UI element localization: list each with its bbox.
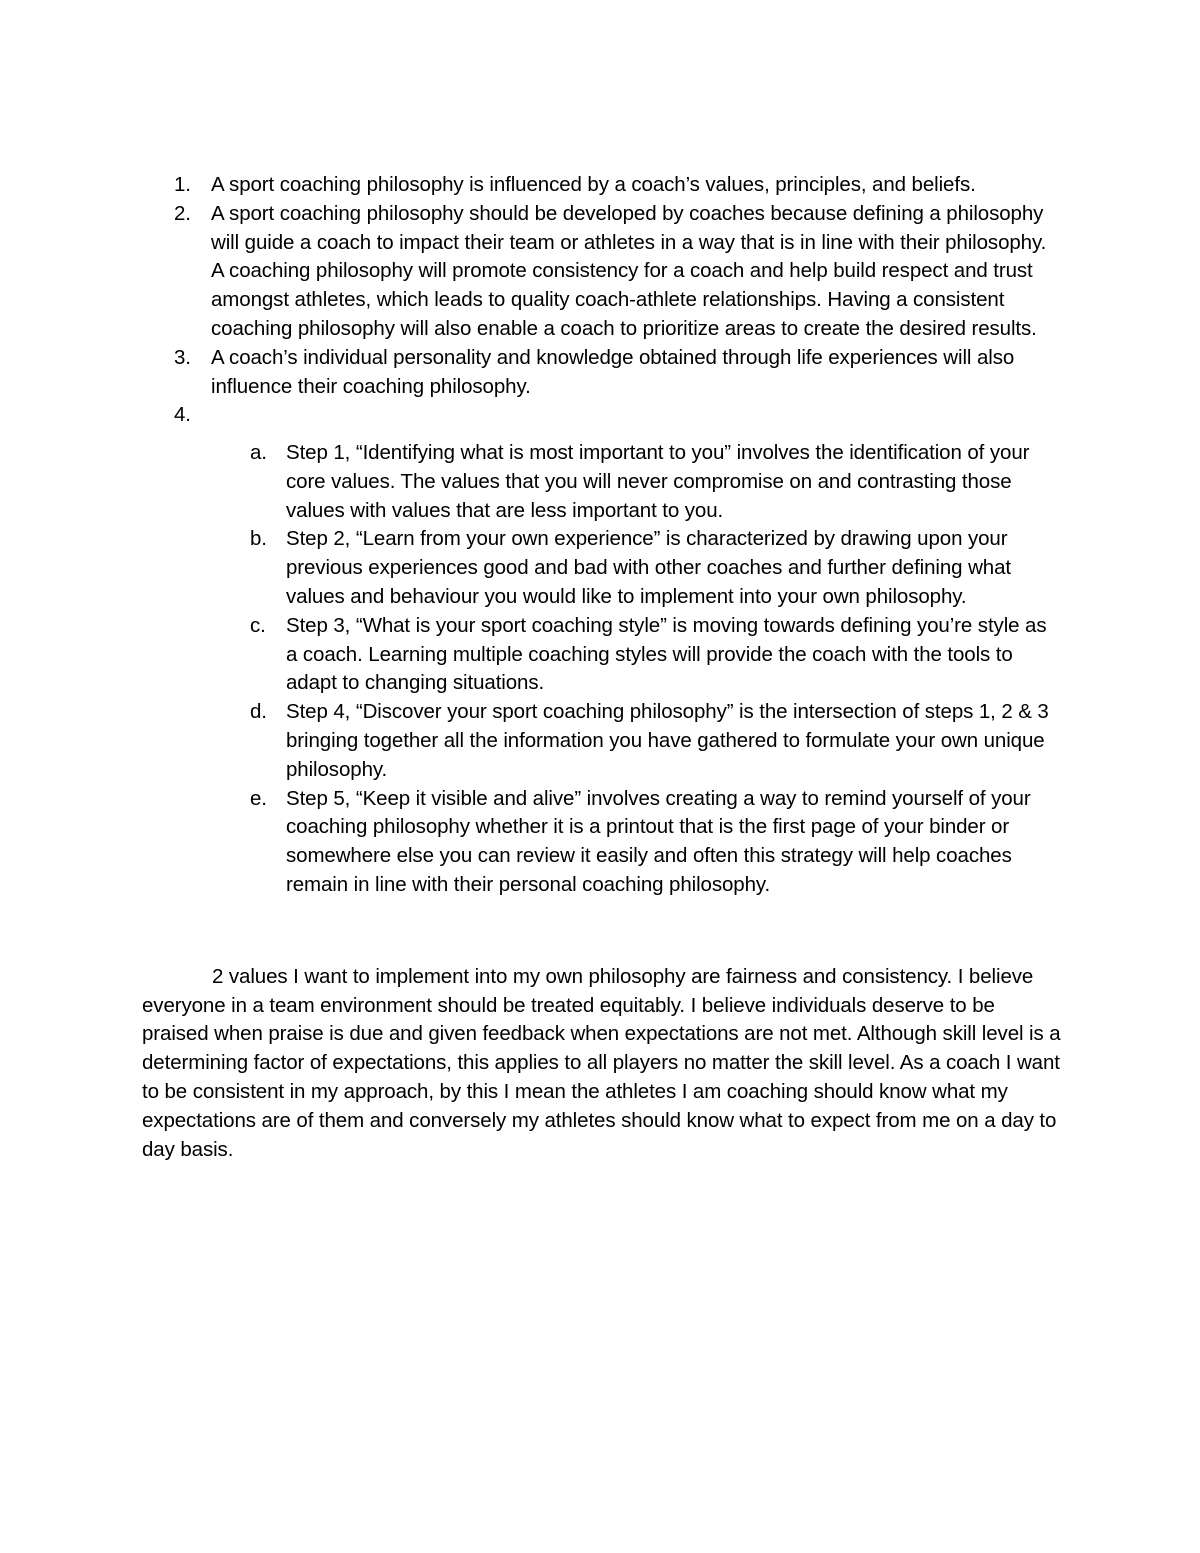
sub-list-item (214, 439, 1062, 525)
list-item-number: 1. (174, 173, 191, 196)
list-item-text: A sport coaching philosophy is influenced by a coach’s values, principles, and beliefs. (211, 173, 976, 196)
sub-list-item-letter: b. (250, 527, 267, 551)
sub-list-item (214, 612, 1062, 698)
list-item (142, 200, 1062, 344)
list-item (142, 401, 1062, 439)
list-item (142, 344, 1062, 402)
numbered-list (142, 171, 1062, 439)
lettered-list (214, 439, 1062, 900)
sub-list-item-text: Step 2, “Learn from your own experience” is characterized by drawing upon your previous experiences good and bad with other coaches and further defining what values and behaviour you would like to implement into your own philosophy. (286, 527, 1011, 608)
list-item-text: A coach’s individual personality and knowledge obtained through life experiences will also influence their coaching philosophy. (211, 345, 1015, 398)
sub-list-item-letter: a. (250, 440, 267, 464)
sub-list-item (214, 698, 1062, 784)
list-item-number: 4. (174, 403, 191, 427)
sub-list-item-text: Step 1, “Identifying what is most important to you” involves the identification of your core values. The values that you will never compromise on and contrasting those values with values that are less important to you. (286, 440, 1030, 522)
document-body (142, 171, 1062, 1164)
sub-list-item-text: Step 5, “Keep it visible and alive” involves creating a way to remind yourself of your coaching philosophy whether it is a printout that is the first page of your binder or somewhere else you can review it easily and often this strategy will help coaches remain in line with their personal coaching philosophy. (286, 786, 1031, 896)
list-item-text: A sport coaching philosophy should be developed by coaches because defining a philosophy will guide a coach to impact their team or athletes in a way that is in line with their philosophy. A coaching philosophy will promote consistency for a coach and help build respect and trust amongst athletes, which leads to quality coach-athlete relationships. Having a consistent coaching philosophy will also enable a coach to prioritize areas to create the desired results. (211, 201, 1047, 340)
sub-list-item-letter: c. (250, 613, 266, 637)
sub-list-item-letter: d. (250, 700, 267, 724)
sub-list-item-letter: e. (250, 786, 267, 810)
sub-list-item (214, 525, 1062, 611)
sub-list-item-text: Step 4, “Discover your sport coaching philosophy” is the intersection of steps 1, 2 & 3 bringing together all the information you have gathered to formulate your own unique philosophy. (286, 700, 1049, 781)
sub-list-item (214, 785, 1062, 900)
sub-list-container (214, 439, 1062, 900)
list-item-number: 3. (174, 345, 191, 369)
list-item (142, 171, 1062, 200)
sub-list-item-text: Step 3, “What is your sport coaching style” is moving towards defining you’re style as a coach. Learning multiple coaching styles will provide the coach with the tools to adapt to changing situations. (286, 613, 1047, 695)
body-paragraph: 2 values I want to implement into my own philosophy are fairness and consistency. I believe everyone in a team environment should be treated equitably. I believe individuals deserve to be praised when praise is due and given feedback when expectations are not met. Although skill level is a determining factor of expectations, this applies to all players no matter the skill level. As a coach I want to be consistent in my approach, by this I mean the athletes I am coaching should know what my expectations are of them and conversely my athletes should know what to expect from me on a day to day basis. (142, 964, 1061, 1161)
list-item-number: 2. (174, 201, 191, 225)
